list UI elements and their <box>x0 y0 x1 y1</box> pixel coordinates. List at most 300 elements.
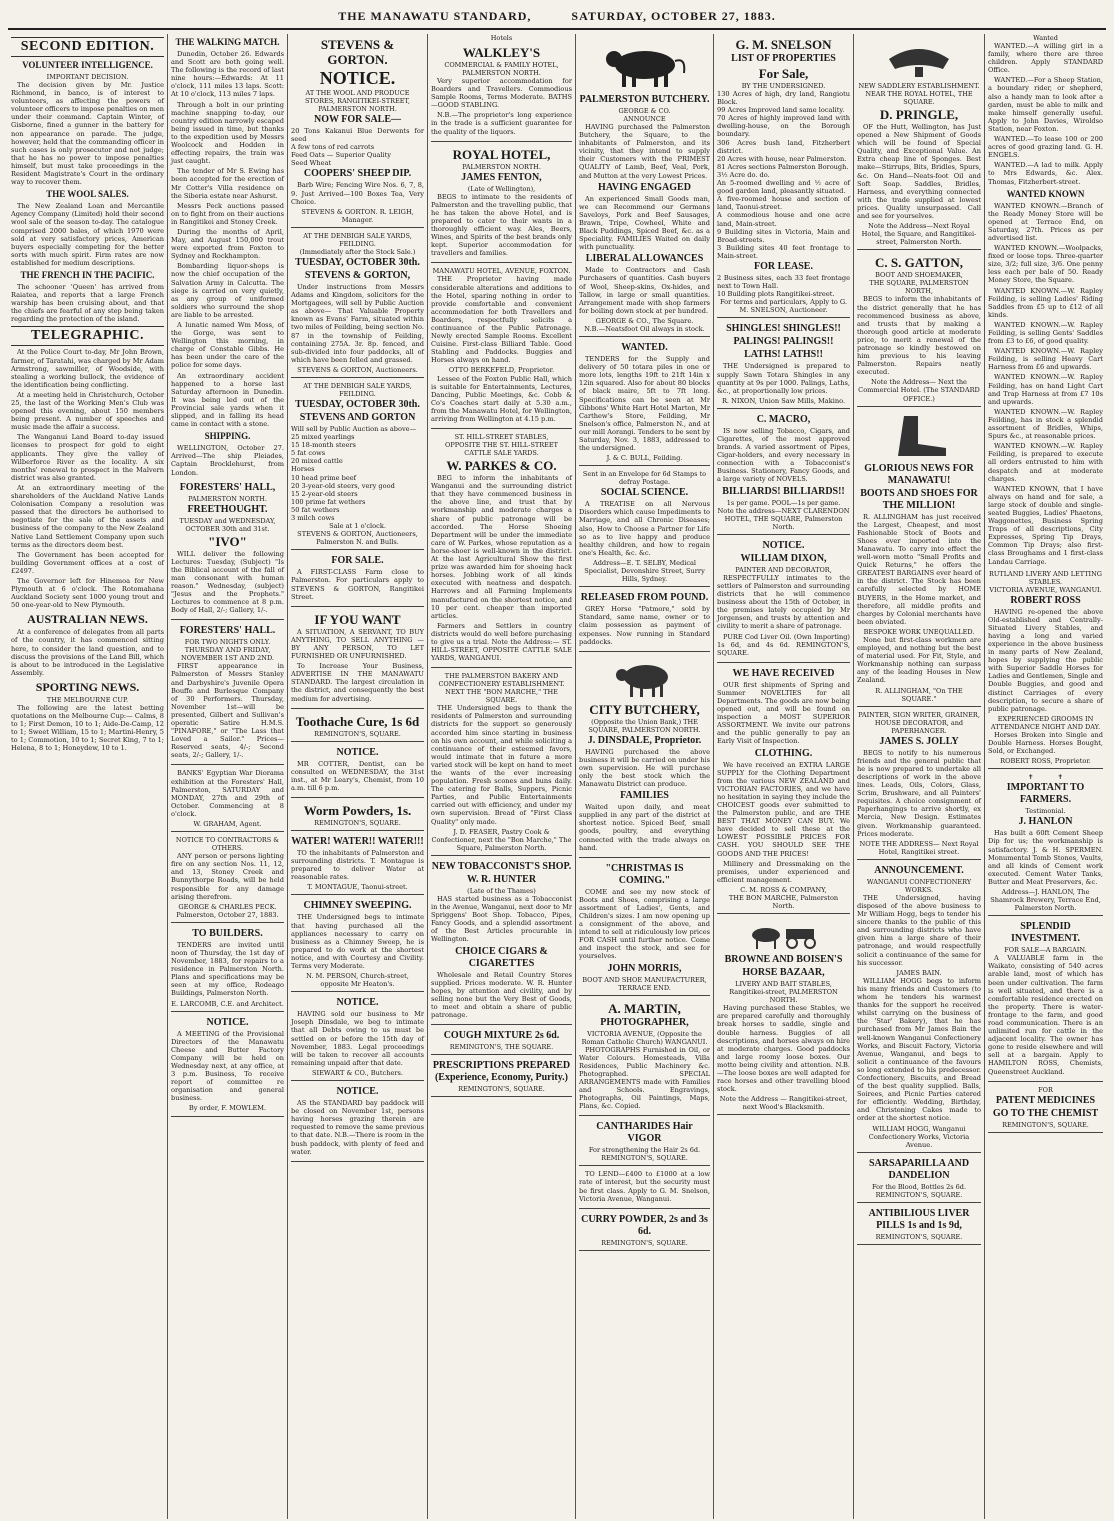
ad-text: Wholesale and Retail Country Stores supplied. Prices moderate. W. R. Hunter hopes, by attention and civility, and by selling none but the Very Best of Goods, to meet and obtain a share of public patronage. <box>431 970 572 1019</box>
hanlon-ad <box>988 771 1103 916</box>
ad-title: W. R. HUNTER <box>466 873 537 885</box>
boot-illustration <box>884 414 954 460</box>
ad-text: HAS started business as a Tobacconist in the Avenue, Wanganui, next door to Mr Spriggens' Boot Shop. Tobacco, Pipes, Fancy Goods, and a splendid assortment of the Best Articles procurable in Wellington. <box>431 894 572 944</box>
ad-text: WILL deliver the following Lectures: Tuesday, (Subject) "Is the Biblical account of the fall of man consonant with human reason." Wednesday, (subject) "Jesus and the Prophets." Lectures to commence at 8 p.m. Body of Hall, 2/-; Gallery, 1/-. <box>171 549 284 615</box>
article-paragraph: The tender of Mr S. Ewing has been accepted for the erection of Mr Cotter's Villa residence on the Siberia estate near Ashurst. <box>171 167 284 200</box>
ad-signature: GEORGE & CO., The Square. <box>595 316 694 325</box>
ad-title: TO BUILDERS. <box>192 927 263 939</box>
ad-title: HORSE BAZAAR, <box>742 967 825 979</box>
ad-subtitle: For strengthening the Hair 2s 6d. REMINGTON'S, SQUARE. <box>588 1146 701 1163</box>
ad-title: JAMES S. JOLLY <box>879 735 959 747</box>
list-item: 20 mixed cattle <box>291 457 343 466</box>
pound-ad <box>579 589 710 651</box>
ad-text: FIRST appearance in Palmerston of Messrs Stanley and Darbyshire's Juvenile Opera Bouffe and Burlesque Company of 30 Performers. Thursday, November 1st—will be presented, Gilbert and Sullivan's operatic Satire H.M.S. "PINAFORE," or "The Lass that Loved a Sailor." Prices—Reserved seats, 4/-; Second seats, 2/-; Gallery, 1/-. <box>171 662 284 760</box>
ad-text: Farmers and Settlers in country districts would do well before purchasing to give us a trial. Note the Address:— ST. HILL-STREET, OPPOSITE CATTLE SALE YARDS, WANGANUI. <box>431 621 572 663</box>
ad-text: ANY person or persons lighting fire on any section Nos. 11, 12, and 13, Stoney Creek and Bunnythorpe Roads, will be held responsible for any damage arising therefrom. <box>171 852 284 901</box>
ad-signature: By order, F. MOWLEM. <box>188 1104 267 1113</box>
article-paragraph: Messrs Peck auctions passed on to fight from on their auctions in Rangitikei and Stoney Creek. <box>171 201 284 226</box>
investment-ad <box>988 918 1103 1081</box>
ad-title: MANAWATU HOTEL, AVENUE, FOXTON. <box>432 267 571 276</box>
article-paragraph: The decision given by Mr. Justice Richmond, in banco, is of interest to volunteers, as affecting the powers of volunteer officers to impose penalties on men under their command. Captain Winter, of Gisborne, fined a gunner in the battery for non appearance on parade. The judge, however, held that the commanding officer in such cases is only prosecutor and not judge; that he has no power to impose penalties himself, but must take proceedings in the Resident Magistrate's Court in the ordinary way to recover them. <box>11 81 164 187</box>
list-item: 15 18-month steers <box>291 441 356 450</box>
ad-text: BEGS to intimate to the residents of Palmerston and the travelling public, that he has taken the above Hotel, and is prepared to cater to their wants in a thoroughly efficient way. Ales, Beers, Wines, and Spirits of the best brands only kept. Superior accommodation for travellers and families. <box>431 192 572 258</box>
ad-title: NEW TOBACCONIST'S SHOP. <box>431 860 572 872</box>
article-paragraph: At the Police Court to-day, Mr John Brown, farmer, of Taratahi, was charged by Mr Adam Armstrong, sawmiller, of Woodside, with stealing a working bullock, the evidence of the identification being conflicting. <box>11 348 164 389</box>
snelson-properties-ad <box>717 34 850 318</box>
list-item: 81 Acres sections Palmerston Borough. <box>717 162 849 171</box>
ad-subtitle: REMINGTON'S, SQUARE. <box>458 1085 545 1094</box>
ad-subtitle: EXPERIENCED GROOMS IN ATTENDANCE NIGHT AND DAY. <box>990 714 1101 731</box>
ad-subtitle: WANGANUI CONFECTIONERY WORKS. <box>866 877 972 894</box>
ad-title: ANNOUNCEMENT. <box>874 864 964 876</box>
list-item: Seed Wheat <box>291 159 332 168</box>
list-item: A few tons of red carrots <box>291 143 375 152</box>
ad-title: JAMES FENTON, <box>461 171 542 183</box>
column-snelson <box>714 34 854 1519</box>
ad-subtitle: REMINGTON'S, SQUARE. <box>1002 1120 1089 1129</box>
ad-subtitle: FOR <box>1038 1085 1053 1094</box>
ad-title: STEVENS AND GORTON <box>299 411 416 423</box>
ad-title: SPLENDID INVESTMENT. <box>1011 921 1080 945</box>
saddle-illustration <box>879 39 959 79</box>
ad-text: BANKS' Egyptian War Diorama exhibition at the Foresters' Hall, Palmerston, SATURDAY and MONDAY, 27th and 29th of October. Commencing at 8 o'clock. <box>171 769 284 818</box>
royal-hotel-ad <box>431 144 572 264</box>
classified-item: WANTED.—A willing girl in a family, where there are three children. Apply STANDARD Office. <box>988 42 1103 75</box>
column-ads-stevens <box>288 34 428 1519</box>
ad-text: A VALUABLE farm in the Waikato, consisting of 540 acres arable land, most of which has been under cultivation. The farm is well situated, and there is a comfortable residence erected on the property. There is water-frontage to the farm, and good road communication. There is an unlimited run for cattle in the adjacent locality. The owner has gone to reside elsewhere and will sell at a bargain. Apply to HAMILTON ROSS, Chemists, Queenstreet Auckland. <box>988 954 1103 1076</box>
ad-title: For Sale, <box>758 66 809 81</box>
list-item: 20 Tons Kakanui Blue Derwents for seed <box>291 127 424 144</box>
ad-note: Sent in an Envelope for 6d Stamps to defray Postage. <box>582 470 707 487</box>
tobacconist-ad <box>431 858 572 1025</box>
ad-title: JOHN MORRIS, <box>607 962 682 974</box>
ad-text: OF the Hutt, Wellington, has Just opened a New Shipment of Goods which will be found of Special Quality, and Exceptional Value. An Extra cheap line of Sponges. Best make—Stirrups, Bits, Bridles, Spurs, &c. On Hand—Neats-foot Oil and Soft Soap. Saddles, Bridles, Harness, and everything connected with the trade supplied at lowest prices. Quality unsurpassed. Call and see for yourselves. <box>857 123 981 221</box>
ad-title: FOR LEASE. <box>754 260 813 272</box>
ad-text: HAVING re-opened the above Old-established and Centrally-Situated Livery Stables, and having a long and varied experience in the above business in many parts of New Zealand, hopes by supplying the public with Superior Saddle Horses for Ladies and Gentlemen, Single and Double Buggies, and good and distinct Carriages of every description, to secure a share of public patronage. <box>988 607 1103 713</box>
volunteer-heading: VOLUNTEER INTELLIGENCE. <box>22 60 153 70</box>
ad-title: WALKLEY'S <box>462 45 541 60</box>
classified-item: WANTED.—To lease 100 or 200 acres of good grazing land. G. H. ENGELS. <box>988 135 1103 160</box>
ad-signature: J. & C. BULL, Feilding. <box>606 454 683 463</box>
ad-subtitle: OPPOSITE THE ST. HILL-STREET CATTLE SALE YARDS. <box>445 441 558 458</box>
ad-text: WILLIAM HOGG begs to inform his many friends and Customers (to whom he tenders his warmest thanks for the support he received whilst carrying on the business of the 'Star' Bakery), that he has purchased from Mr James Bain the well-known Wanganui Confectionery Works, and Biscuit Factory, Victoria Avenue, Wanganui, and begs to solicit a continuance of the favours so long extended to his predecessor. Confectionery, Biscuits, and Bread of the best quality supplied. Balls, Soirees, and Picnic Parties catered for efficiently. Wedding, Birthday, and Christening Cakes made to order at the shortest notice. <box>857 976 981 1123</box>
list-item: An 5-roomed dwelling and ½ acre of good garden land, pleasantly situated. <box>717 179 850 196</box>
article-paragraph: The Wanganui Land Board to-day issued licenses to prospect for gold to eight applicants. They give the valley of Wilberforce River as the locality. A six months' renewal to prospect in the Malvern district was also granted. <box>11 433 164 482</box>
ad-title: Worm Powders, 1s. <box>303 802 412 818</box>
ad-title: FREETHOUGHT. <box>187 503 268 515</box>
ad-subtitle: FOR SALE—A BARGAIN. <box>1004 946 1087 955</box>
ad-title: Toothache Cure, 1s 6d <box>295 713 420 729</box>
allingham-ad <box>857 409 981 707</box>
ad-subtitle: REMINGTON'S, SQUARE. <box>314 729 401 738</box>
parkes-ad <box>431 431 572 668</box>
worm-powders-ad <box>291 800 424 831</box>
ad-text: BEG to inform the inhabitants of Wanganui and the surrounding district that they have commenced business in the above line, and trust that by workmanship and moderate charges a share of public patronage will be accorded. The Horse Shoeing Department will be under the immediate care of W. Parkes, whose reputation as a horse-shoer is well-known in the district. At the last Agricultural Show the first prize was awarded him for shoeing hack horses. Jobbing work of all kinds executed with neatness and despatch. Harrows and all Farming Implements manufactured on the shortest notice, and 10 per cent. cheaper than imported articles. <box>431 474 572 620</box>
ad-subtitle: FOR TWO NIGHTS ONLY. <box>184 638 271 647</box>
list-item: 70 Acres of highly improved land with dwelling-house, on the Borough boundary. <box>717 114 850 139</box>
list-item: Feed Oats — Superior Quality <box>291 151 392 160</box>
french-heading: THE FRENCH IN THE PACIFIC. <box>20 269 155 280</box>
ad-subtitle: Testimonial. <box>1025 807 1066 816</box>
ad-title: J. DINSDALE, Proprietor. <box>587 734 702 746</box>
ad-title: THE PALMERSTON BAKERY AND CONFECTIONERY ESTABLISHMENT. <box>438 672 565 689</box>
ad-title: LIBERAL ALLOWANCES <box>585 253 704 265</box>
rutland-stables-ad <box>988 568 1103 770</box>
masthead-date: SATURDAY, OCTOBER 27, 1883. <box>571 8 776 23</box>
ad-title: STEVENS & GORTON. <box>320 37 395 67</box>
liver-pills-ad <box>857 1205 981 1245</box>
ad-title: W. PARKES & CO. <box>446 458 557 474</box>
cross-icon: ✝ ✝ <box>1027 773 1064 782</box>
article-paragraph: At an extraordinary meeting of the shareholders of the Auckland Native Lands Colonisation Company a resolution was passed that the directors be authorised to negotiate for the sale of the assets and business of the company to the New Zealand Native Land Settlement Company upon such terms as the directors deem best. <box>11 483 164 549</box>
sheep-illustration <box>610 659 680 699</box>
ad-subtitle: NEAR THE ROYAL HOTEL, THE SQUARE. <box>865 90 973 106</box>
ad-title: RELEASED FROM POUND. <box>580 592 709 604</box>
ad-signature: E. LARCOMB, C.E. and Architect. <box>171 999 284 1008</box>
volunteer-subheading: IMPORTANT DECISION. <box>46 73 129 81</box>
classified-item: WANTED KNOWN, that I have always on hand and for sale, a large stock of double and single-seated Buggies, Ladies' Phaetons, Waggonettes, Business Spring Traps of all descriptions, City Expresses, Spring Tip Drays, Common Tip Drays; also first-class Broughams and 1 first-class Landau Carriage. <box>988 484 1103 566</box>
contractors-notice <box>171 834 284 923</box>
article-paragraph: An extraordinary accident happened to a horse last Saturday afternoon in Dunedin. It was being led out of the Provincial sale yards when it slipped, and in falling its head came in contact with a stone. <box>171 371 284 429</box>
paddock-notice <box>291 1083 424 1162</box>
stock-items <box>291 425 424 530</box>
ad-title: PALMERSTON BUTCHERY. <box>579 94 710 105</box>
list-item: 306 Acres bush land, Fitzherbert district. <box>717 138 850 155</box>
ad-title: ROBERT ROSS <box>1010 594 1081 606</box>
ad-subtitle: BOOT AND SHOE MANUFACTURER, TERRACE END. <box>582 975 707 992</box>
classified-item: WANTED.—A lad to milk. Apply to Mrs Edwards, &c. Alex. Thomas, Fitzherbert-street. <box>988 161 1103 186</box>
classified-item: WANTED KNOWN.—Branch of the Ready Money Store will be opened at Terrace End, on Saturday, 27th. Prices as per advertised list. <box>988 201 1103 242</box>
article-paragraph: The Governor left for Hinemoa for New Plymouth at 6 o'clock. The Rotomahana Auckland Society sent 1000 young trout and 50 one-year-old to New Plymouth. <box>11 576 164 610</box>
ad-title: WANTED. <box>621 342 668 354</box>
ad-title: NOTICE. <box>206 1016 249 1028</box>
ad-text: A TREATISE on all Nervous Disorders which cause Impediments to Marriage, and all Chronic Diseases; also, How to Choose a Partner for Life so as to live happy and produce healthy children, and how to regain one's Health, &c. &c. <box>579 500 710 557</box>
ad-title: SHINGLES! SHINGLES!! <box>726 323 841 335</box>
ad-title: CHIMNEY SWEEPING. <box>303 900 412 912</box>
opera-ad <box>171 622 284 765</box>
ad-subtitle: VICTORIA AVENUE, WANGANUI. <box>989 585 1102 594</box>
ad-title: BILLIARDS! BILLIARDS!! <box>722 485 845 497</box>
column-butchery <box>576 34 714 1519</box>
ad-signature: Note the Address — Rangitikei-street, next Wood's Blacksmith. <box>719 1095 848 1112</box>
list-item: Will sell by Public Auction as above— <box>291 424 417 433</box>
ad-subtitle: GEORGE & CO. <box>618 107 671 115</box>
saddlery-ad <box>857 34 981 250</box>
ad-text: To Increase Your Business, ADVERTISE IN THE MANAWATU STANDARD. The largest circulation in the district, and consequently the best medium for advertising. <box>291 662 424 703</box>
ad-title: ANTIBILIOUS LIVER PILLS 1s and 1s 9d, <box>868 1207 970 1231</box>
ad-signature: OTTO BERKEFELD, Proprietor. <box>448 366 555 375</box>
ad-title: FOR SALE. <box>331 555 384 567</box>
classified-item: WANTED KNOWN.—W. Rapley Feilding, has on hand Light Cart and Trap Harness at from £7 10s and upwards. <box>988 373 1103 406</box>
ad-title: WATER! WATER!! WATER!!! <box>291 835 424 847</box>
classified-item: WANTED KNOWN.—W. Rapley Feilding, has in stock a splendid assortment of Bridles, Whips, Spurs &c., at reasonable prices. <box>988 407 1103 441</box>
ad-signature: NOTE THE ADDRESS— Next Royal Hotel, Rangitikei street. <box>859 839 979 856</box>
ad-text: PURE Cod Liver Oil. (Own Importing) 1s 6d, and 4s 6d. REMINGTON'S, SQUARE. <box>717 632 850 657</box>
ad-title: AT THE DENBIGH SALE YARDS, FEILDING. <box>303 231 412 248</box>
ad-subtitle: BESPOKE WORK UNEQUALLED. <box>863 627 975 636</box>
ad-text: BEGS to notify to his numerous friends and the general public that he is now prepared to undertake all descriptions of work in the above lines. Leads, Oils, Colors, Glass, Scrim, Brushware, and all Painters' requisites. A choice consignment of Paperhangings to arrive shortly, ex Mercia, New Design. Estimates given. Workmanship guaranteed. Prices moderate. <box>857 748 981 838</box>
columns <box>8 34 1106 1519</box>
ad-text: Very superior accommodation for Boarders and Travellers. Commodious Sample Rooms, Terms Moderate. BATHS—GOOD STABLING. <box>431 77 572 110</box>
list-item: 9 Building sites in Victoria, Main and Broad-streets. <box>717 227 850 244</box>
loan-ad <box>579 1168 710 1208</box>
ad-signature: SIEWART & CO., Butchers. <box>311 1068 404 1077</box>
ad-subtitle: TUESDAY and WEDNESDAY, OCTOBER 30th and 31st. <box>179 516 276 533</box>
ad-signature: STEVENS & GORTON, Auctioneers. <box>297 365 418 374</box>
shipping-heading: SHIPPING. <box>204 431 251 442</box>
article-paragraph: The following are the latest betting quotations on the Melbourne Cup:— Calms, 8 to 1; First Demon, 10 to 1; Aide-De-Camp, 12 to 1; Sweet William, 15 to 1; Martini-Henry, 5 to 1; Commotion, 10 to 1; Secret King, 7 to 1; Helena, 8 to 1; Honeydew, 10 to 1. <box>11 703 164 753</box>
ad-title: ROYAL HOTEL, <box>452 146 551 162</box>
list-item: 10 head prime beef <box>291 473 357 482</box>
manawatu-hotel-ad <box>431 265 572 429</box>
list-item: Horses <box>291 465 315 474</box>
ad-text: TENDERS are invited until noon of Thursday, the 1st day of November, 1883, for repairs to a residence in Palmerston North. Plans and specifications may be seen at my office, Rodeago Buildings, Palmerston North. <box>171 940 284 998</box>
ad-text: Waited upon daily, and meat supplied in any part of the district at shortest notice. Spiced Beef, small goods, poultry, and everything connected with the trade always on hand. <box>579 803 710 852</box>
ad-title: NOTICE. <box>336 997 379 1009</box>
list-item: 25 mixed yearlings <box>291 433 355 442</box>
ad-signature: Note the address—NEXT CLARENDON HOTEL, THE SQUARE, Palmerston North. <box>717 506 850 531</box>
column-news <box>8 34 168 1519</box>
ad-subtitle: THURSDAY AND FRIDAY, NOVEMBER 1ST AND 2ND. <box>181 646 274 663</box>
ad-signature: R. NIXON, Union Saw Mills, Makino. <box>721 396 846 405</box>
ad-signature: WILLIAM HOGG, Wanganui Confectionery Works, Victoria Avenue. <box>868 1124 970 1149</box>
ad-title: NOTICE. <box>762 539 805 551</box>
denbigh-stock-ad <box>291 380 424 550</box>
confectionery-ad <box>857 862 981 1153</box>
sporting-news-heading: SPORTING NEWS. <box>35 679 140 694</box>
ad-subtitle: NEXT THE "BON MARCHE," THE SQUARE. <box>445 688 558 705</box>
gatton-ad <box>857 252 981 406</box>
ad-title: STEVENS & GORTON, <box>304 269 411 281</box>
ad-title: SOCIAL SCIENCE. <box>600 487 689 499</box>
ad-signature: GEORGE & CHARLES PECK. Palmerston, October 27, 1883. <box>176 902 279 919</box>
article-paragraph: The schooner 'Queen' has arrived from Raiatea, and reports that a large French warship has been cruising about, and that the chiefs are fearful of any step being taken regarding the protection of the island. <box>11 282 164 324</box>
ad-note: N.B.—Neatsfoot Oil always in stock. <box>584 324 705 333</box>
ad-signature: Note the Address— Next the Commercial Hotel. (The STANDARD OFFICE.) <box>858 378 980 403</box>
ad-signature: JAMES BAIN. <box>896 968 942 977</box>
ad-text: OUR first shipments of Spring and Summer NOVELTIES for all Departments. The goods are now being opened out, and will be found on inspection a MOST SUPERIOR ASSORTMENT. We invite our patrons and the public generally to pay an Early Visit of Inspection. <box>717 680 850 746</box>
ad-title: FORESTERS' HALL, <box>179 481 276 493</box>
ad-text: None but first-class workmen are employed, and nothing but the best of material used. For Fit, Style, and Workmanship nothing can surpass any of the leading Houses in New Zealand. <box>857 635 981 685</box>
list-item: 20 Acres with house, near Palmerston. <box>717 154 847 163</box>
ad-title: WE HAVE RECEIVED <box>732 667 835 679</box>
list-item: 99 Acres Improved land same locality. <box>717 106 845 115</box>
ad-title: IMPORTANT TO FARMERS. <box>1006 782 1085 806</box>
ad-text: TENDERS for the Supply and delivery of 50 totara piles in one or more lots, lengths 19ft to 21ft 14in x 12in squared. Also for about 80 blocks of black maire, 5ft to 7ft long. Specifications can be seen at Mr Gibbons' White Hart Hotel Marton, Mr Carthew's Store, Feilding, Mr Snelson's office, Palmerston N., and at our mill Aorangi. Tenders to be sent by Saturday, Nov. 3, 1883, addressed to the undersigned. <box>579 355 710 453</box>
ad-title: GO TO THE CHEMIST <box>992 1107 1099 1119</box>
ad-signature: ROBERT ROSS, Proprietor. <box>1000 757 1091 766</box>
masthead <box>8 4 1106 30</box>
ad-text: TO the inhabitants of Palmerston and surrounding districts. T. Montague is prepared to deliver Water at reasonable rates. <box>291 848 424 882</box>
list-item: 3½ Acre do. do. <box>717 170 770 179</box>
ad-title: BOOTS AND SHOES FOR THE MILLION! <box>860 487 978 511</box>
horse-bazaar-ad <box>717 916 850 1115</box>
ad-title: NOTICE. <box>336 746 379 758</box>
ad-text: Having purchased these Stables, we are prepared carefully and thoroughly break horses to saddle, single and double harness. Buggies of all descriptions, and horses always on hire at moderate charges. Good paddocks and large roomy loose boxes. Our motto being civility and attention. N.B.—The loose boxes are well adapted for race horses and other travelling blood stock. <box>717 1004 850 1094</box>
ad-title: CHOICE CIGARS & CIGARETTES <box>455 945 548 969</box>
ad-subtitle: THE SQUARE, PALMERSTON NORTH, <box>869 279 969 296</box>
ad-text: R. ALLINGHAM has just received the Largest, Cheapest, and most Fashionable Stock of Boots and Shoes ever imported into the Manawatu. To carry into effect the well-worn motto "Small Profits and Quick Returns," he offers the GREATEST BARGAINS ever heard of in the district. The Stock has been carefully selected by HOME BUYERS, in the Home market, and therefore, all middle profits and charges by Colonial merchants have been obviated. <box>857 512 981 626</box>
ad-subtitle: REMINGTON'S, SQUARE. <box>314 818 401 827</box>
melbourne-cup-subheading: THE MELBOURNE CUP. <box>46 695 129 704</box>
ad-text: MR COTTER, Dentist, can be consulted on WEDNESDAY, the 31st inst., at Mr Leary's, Chemist, from 10 a.m. till 6 p.m. <box>291 759 424 792</box>
ad-subtitle: (Late of the Thames) <box>467 886 536 895</box>
classified-item: WANTED KNOWN.—Woolpacks, fixed or loose tops. Three-quarter size, 3/2; full size, 3/6. One penny less each per bale of 50. Ready Money Store, the Square. <box>988 244 1103 285</box>
ad-title: ST. HILL-STREET STABLES, <box>454 433 549 442</box>
curry-powder-ad <box>579 1211 710 1251</box>
ad-title: PAINTER, SIGN WRITER, GRAINER, HOUSE DECORATOR, and PAPERHANGER. <box>858 710 980 735</box>
ad-subtitle: PAINTER AND DECORATOR, <box>735 565 832 574</box>
ad-title: CITY BUTCHERY, <box>589 701 700 717</box>
ad-text: THE Undersigned begs to thank the residents of Palmerston and surrounding districts for the support so generously accorded him since starting in business on his own account, and while soliciting a continuance of their esteemed favors, would intimate that in future a more varied stock will be kept on hand to meet the wants of the ever increasing population. Fresh scones and buns daily. The catering for Balls, Suppers, Picnic Parties, and Public Entertainments carried out with efficiency, and under my own supervision. Bread of "First Class Quality" only made. <box>431 704 572 826</box>
ad-title: PALINGS! PALINGS!! <box>733 336 834 348</box>
ad-title: G. M. SNELSON <box>735 37 832 52</box>
ad-signature: Address—E. T. SELBY, Medical Specialist, Devonshire Street, Surry Hills, Sydney. <box>584 558 705 584</box>
cheese-factory-notice <box>171 1014 284 1117</box>
ad-title: J. HANLON <box>1018 816 1073 828</box>
wanted-heading: Wanted <box>1033 34 1058 42</box>
ad-title: D. PRINGLE, <box>879 107 959 122</box>
ad-text: THE Proprietor having made considerable alterations and additions to the Hotel, sparing nothing in order to provide comfortable and convenient accommodation for both Travellers and Boarders, respectfully solicits a continuance of the Public Patronage. Newly erected Sample Rooms. Excellent Cuisine. First-class Billiard Table. Good Stabling and Paddocks. Buggies and Horses always on hand. <box>431 275 572 365</box>
column-wanted <box>985 34 1106 1519</box>
ad-subtitle: AT THE WOOL AND PRODUCE STORES, RANGITIKEI-STREET, PALMERSTON NORTH. <box>304 89 411 113</box>
jolly-painter-ad <box>857 709 981 860</box>
ad-subtitle: REMINGTON'S, THE SQUARE. <box>449 1043 554 1052</box>
classified-item: WANTED KNOWN.—W. Rapley Feilding, is prepared to execute all orders entrusted to him with despatch and at moderate charges. <box>988 442 1103 483</box>
ad-title: NOTICE TO CONTRACTORS & OTHERS. <box>175 836 280 853</box>
ad-title: C. MACRO, <box>756 413 811 425</box>
list-item: 3 milch cows <box>291 514 335 522</box>
ad-title: A. MARTIN, <box>608 1000 681 1016</box>
ad-title: LIST OF PROPERTIES <box>731 53 836 64</box>
ad-subtitle: PALMERSTON NORTH. <box>462 162 541 171</box>
ad-text: HAVING purchased the above business it will be carried on under his own supervision. He will purchase only the best stock which the Manawatu District can produce. <box>579 747 710 789</box>
list-item: A five-roomed house and section of land, Taonui-street. <box>717 195 850 212</box>
water-ad <box>291 833 424 895</box>
ad-title: NOTICE. <box>336 1086 379 1098</box>
ad-signature: STEVENS & GORTON. R. LEIGH, Manager. <box>301 207 414 224</box>
shingles-ad <box>717 320 850 408</box>
telegraphic-heading: TELEGRAPHIC. <box>11 326 164 346</box>
article-paragraph: WELLINGTON, October 27. Arrived—The ship Pleiades, Captain Brocklehurst, from London. <box>171 444 284 477</box>
classified-item: WANTED KNOWN.—W. Rapley Feilding, is selling Gents' Saddles from £3 to £6, of good quality. <box>988 320 1103 346</box>
ad-text: Horses Broken into Single and Double Harness. Horses Bought, Sold, or Exchanged. <box>988 730 1103 756</box>
ad-signature: THE BON MARCHE, Palmerston North. <box>728 894 839 911</box>
ad-text: An experienced Small Goods man, we can Recommend our Germans Saveloys, Pork and Beef Sausages, Brawn, Tripe, Cowheel, White and Black Puddings, Spiced Beef, &c. as a Speciality. FAMILIES Waited on daily with punctuality. <box>579 194 710 252</box>
list-item: 50 fat wethers <box>291 505 340 514</box>
patent-medicines-ad <box>988 1084 1103 1133</box>
ad-subtitle: ANNOUNCE <box>623 115 666 123</box>
masthead-title: THE MANAWATU STANDARD, <box>338 8 532 23</box>
ad-title: HAVING ENGAGED <box>598 181 691 193</box>
ad-subtitle: For the Blood, Bottles 2s 6d. REMINGTON'S, SQUARE. <box>871 1182 967 1199</box>
ad-text: GREY Horse "Patmore," sold by Standard, same name, owner or to claim possession as payment of expenses. Now running in Standard paddocks. <box>579 605 710 646</box>
ad-title: SARSAPARILLA AND DANDELION <box>868 1157 970 1181</box>
hair-vigor-ad <box>579 1118 710 1166</box>
property-list <box>717 90 850 260</box>
ad-text: A SITUATION, A SERVANT, TO BUY ANYTHING, TO SELL ANYTHING — BY ANY PERSON, TO LET FURNISHED OR UNFURNISHED. <box>291 627 424 661</box>
ad-subtitle: (Opposite the Union Bank,) THE SQUARE, PALMERSTON NORTH. <box>588 717 701 734</box>
bon-marche-ad <box>717 665 850 914</box>
ad-text: HAVING sold our business to Mr Joseph Dinsdale, we beg to intimate that all Debts owing to us must be settled on or before the 15th day of November, 1883. Legal proceedings will be taken to recover all accounts remaining unpaid after that date. <box>291 1010 424 1067</box>
ad-text: BEGS to inform the inhabitants of the district generally that he has recommenced business as above, and trusts that by making a thorough good article at moderate price, to merit a renewal of the patronage so kindly bestowed on him previous to his leaving Palmerston. Repairs neatly executed. <box>857 295 981 377</box>
wanted-known-heading: WANTED KNOWN <box>1006 188 1085 199</box>
ad-text: Under instructions from Messrs Adams and Kingdom, solicitors for the Mortgagees, will sell by Public Auction as above— That Valuable Property known as Evans' Farm, situated within two miles of Feilding, being section No. 87 in the township of Feilding, containing 275A. 3r. 8p. fenced, and sub-divided into four paddocks, all of which have been felled and grassed. <box>291 282 424 364</box>
wool-sales-heading: THE WOOL SALES. <box>46 189 129 200</box>
freethought-ad <box>171 479 284 621</box>
ad-title: CURRY POWDER, 2s and 3s 6d. <box>581 1213 708 1237</box>
classified-item: WANTED.—For a Sheep Station, a boundary rider, or shepherd, also a handy man to look after a garden, must be able to milk and make himself generally useful. Apply to John Davies, Wiroldso Station, near Foxton. <box>988 76 1103 133</box>
ad-signature: Note the Address—Next Royal Hotel, the Square, and Rangitikei-street, Palmerston North. <box>861 222 977 247</box>
ad-title: C. S. GATTON, <box>874 255 963 271</box>
walking-match-heading: THE WALKING MATCH. <box>175 37 280 47</box>
chimney-ad <box>291 897 424 992</box>
ad-title: GLORIOUS NEWS FOR MANAWATU! <box>864 462 974 486</box>
ad-title: PATENT MEDICINES <box>995 1094 1096 1106</box>
ad-signature: R. ALLINGHAM, "On THE SQUARE." <box>875 686 963 703</box>
if-you-want-ad <box>291 609 424 709</box>
social-science-ad <box>579 468 710 587</box>
ad-title: CANTHARIDES Hair VIGOR <box>596 1121 693 1145</box>
ad-text: Has built a 60ft Cement Sheep Dip for us; the workmanship is satisfactory. J. & H. SPERMEN. Monumental Tomb Stones, Vaults, and all kinds of Cement work executed. Cement Water Tanks, Butter and Meat Preservers, &c. <box>988 829 1103 886</box>
article-paragraph: The Government has been accepted for building Government offices at a cost of £2497. <box>11 550 164 575</box>
ad-text: THE Undersigned is prepared to supply Sawn Totara Shingles in any quantity at 9s per 1000. Palings, Laths, &c., at proportionally low prices. <box>717 362 850 395</box>
ad-signature: T. MONTAGUE, Taonui-street. <box>307 883 408 892</box>
ad-text: THE Undersigned begs to intimate that having purchased all the appliances necessary to carry on business as a Chimney Sweep, he is prepared to do work at the shortest notice, and with Courtesy and Civility. Terms very Moderate. <box>291 913 424 970</box>
list-item: 100 prime fat wethers <box>291 497 366 506</box>
stevens-gorton-ad <box>291 34 424 228</box>
ad-text: Barb Wire; Fencing Wire Nos. 6, 7, 8, 9. Just Arrived—100 Boxes Tea, Very Choice. <box>291 181 424 206</box>
list-item: 130 Acres of high, dry land, Rangiotu Block. <box>717 90 850 107</box>
farm-for-sale-ad <box>291 552 424 606</box>
macro-tobacco-ad <box>717 411 850 535</box>
city-butchery-ad <box>579 654 710 858</box>
sarsaparilla-ad <box>857 1155 981 1203</box>
ad-text: COME and see my new stock of Boots and Shoes, comprising a large assortment of Ladies', Gents, and Children's sizes. I am now opening up a consignment of the above, and intend to sell at ridiculously low prices FOR CASH until further notice. Come and inspect the stock, and see for yourselves. <box>579 887 710 961</box>
bull-illustration <box>600 39 690 91</box>
ad-subtitle: REMINGTON'S, SQUARE. <box>601 1238 688 1247</box>
totara-tender-ad <box>579 339 710 466</box>
ad-text: AS the STANDARD bay paddock will be closed on November 1st, persons having horses grazing therein are requested to remove the same previous to that date. N.B.—There is room in the bush paddock, with plenty of feed and water. <box>291 1099 424 1156</box>
article-paragraph: At a conference of delegates from all parts of the country, it has commenced sitting here, to consider the land question, and to discuss the provisions of the Land Bill, which is about to be introduced in the Legislative Assembly. <box>11 628 164 677</box>
boot-shop-ad <box>579 860 710 996</box>
ad-subtitle: BOOT AND SHOEMAKER, <box>875 271 963 280</box>
ad-text: HAVING purchased the Palmerston Butchery, the Square, to the inhabitants of Palmerston, and its vicinity, that they intend to supply their Customers with the PRIMEST QUALITY of Lamb, Beef, Veal, Pork, and Mutton at the very Lowest Prices. <box>579 123 710 180</box>
ad-subtitle: LIVERY AND BAIT STABLES, <box>735 980 832 989</box>
ad-text: N.B.—The proprietor's long experience in the trade is a sufficient guarantee for the quality of the liquors. <box>431 111 572 136</box>
ad-title: NEW SADDLERY ESTABLISHMENT. <box>858 82 980 90</box>
denbigh-sale-ad <box>291 230 424 378</box>
ad-title: "IVO" <box>208 533 247 549</box>
ad-signature: N. M. PERSON, Church-street, opposite Mr Heaton's. <box>306 972 409 989</box>
ad-subtitle: 1s per game. POOL—1s per game. <box>726 498 841 507</box>
list-item: A commodious house and one acre land, Main-street. <box>717 211 850 228</box>
ad-text: A FIRST-CLASS Farm close to Palmerston. For particulars apply to STEVENS & GORTON, Rangitikei Street. <box>291 568 424 601</box>
ad-signature: STEVENS & GORTON, Auctioneers, Palmerston N. and Bulls. <box>297 530 418 547</box>
prescriptions-ad <box>431 1057 572 1097</box>
ad-subtitle: Rangitikei-street, PALMERSTON NORTH. <box>729 988 838 1005</box>
ad-text: TO LEND—£400 to £1000 at a low rate of interest, but the security must be first class. Apply to G. M. Snelson, Victoria Avenue, Wanganui. <box>579 1170 710 1203</box>
ad-title: TUESDAY, OCTOBER 30th. <box>295 398 420 410</box>
ad-text: Lessee of the Foxton Public Hall, which is suitable for Entertainments, Lectures, Dancing, Public Meetings, &c. Cobb & Co's Coaches start daily at 5.30 a.m., from the Manawatu Hotel, for Wellington, arriving from Wellington at 4.15 p.m. <box>431 374 572 423</box>
ad-title: COUGH MIXTURE 2s 6d. <box>443 1030 560 1042</box>
ad-subtitle: VICTORIA AVENUE, (Opposite the Roman Catholic Church) WANGANUI. <box>581 1029 708 1046</box>
ad-title: PRESCRIPTIONS PREPARED (Experience, Economy, Purity.) <box>432 1060 571 1084</box>
ad-title: PHOTOGRAPHER, <box>600 1016 689 1028</box>
ad-title: TUESDAY, OCTOBER 30th. <box>295 256 420 268</box>
ad-title: IF YOU WANT <box>314 611 401 627</box>
list-item: 2 Business sites, each 33 feet frontage next to Town Hall. <box>717 273 850 291</box>
